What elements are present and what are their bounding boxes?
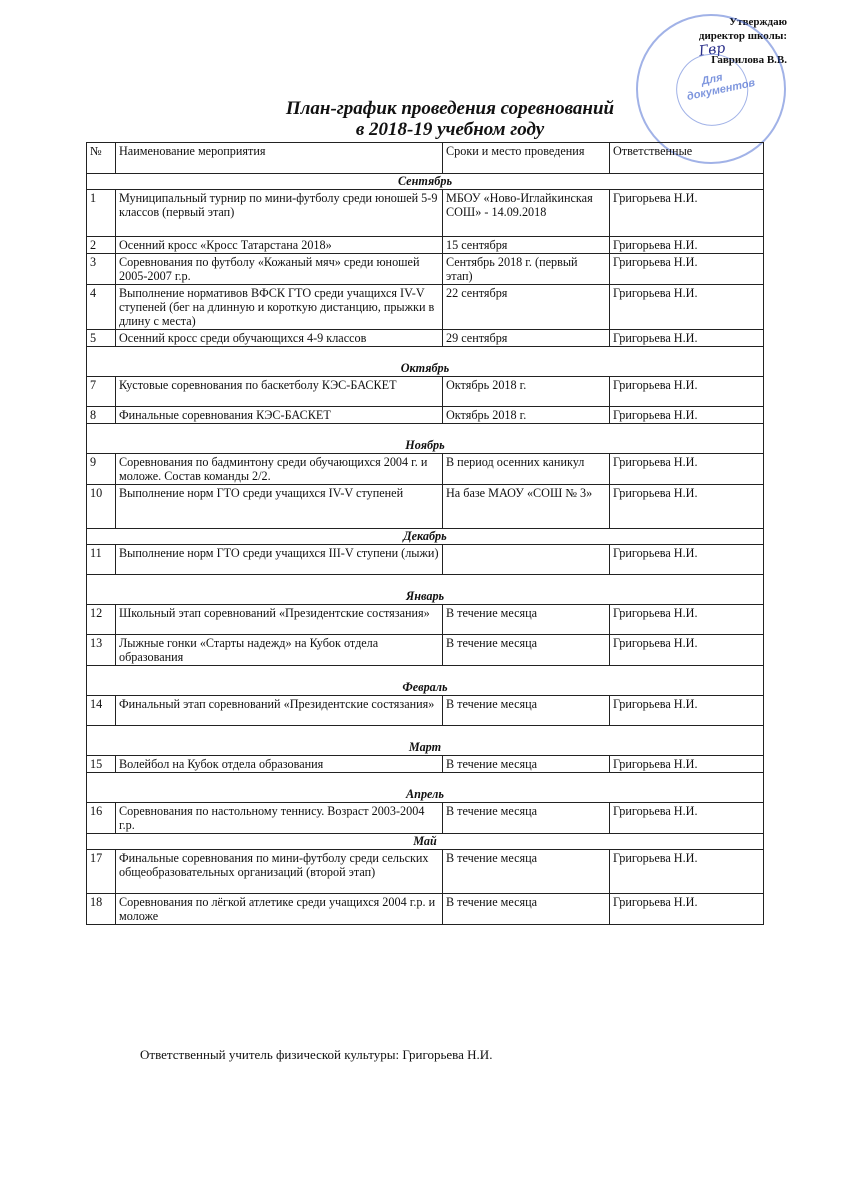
- table-row: [87, 545, 764, 575]
- month-label: Январь: [87, 575, 764, 605]
- row-number: 16: [87, 803, 116, 834]
- month-label: Сентябрь: [87, 174, 764, 190]
- row-number: 9: [87, 454, 116, 485]
- title-line-2: в 2018-19 учебном году: [355, 119, 545, 140]
- month-section-row: [87, 666, 764, 696]
- footer-note: Ответственный учитель физической культуры: Григорьева Н.И.: [140, 1047, 493, 1062]
- event-date-place: В течение месяца: [443, 605, 610, 635]
- event-name: Осенний кросс «Кросс Татарстана 2018»: [116, 237, 443, 254]
- table-row: [87, 330, 764, 347]
- row-number: 17: [87, 850, 116, 894]
- month-label: Апрель: [87, 773, 764, 803]
- month-section-row: [87, 726, 764, 756]
- event-responsible: Григорьева Н.И.: [610, 377, 764, 407]
- month-section-row: [87, 347, 764, 377]
- header-num: №: [87, 143, 116, 174]
- table-row: [87, 894, 764, 925]
- event-name: Финальные соревнования КЭС-БАСКЕТ: [116, 407, 443, 424]
- month-label: Март: [87, 726, 764, 756]
- row-number: 10: [87, 485, 116, 529]
- event-date-place: 15 сентября: [443, 237, 610, 254]
- approval-name: Гаврилова В.В.: [711, 53, 787, 66]
- row-number: 3: [87, 254, 116, 285]
- month-section-row: [87, 773, 764, 803]
- event-date-place: В течение месяца: [443, 803, 610, 834]
- event-date-place: МБОУ «Ново-Иглайкинская СОШ» - 14.09.2018: [443, 190, 610, 237]
- event-name: Школьный этап соревнований «Президентские состязания»: [116, 605, 443, 635]
- event-responsible: Григорьева Н.И.: [610, 756, 764, 773]
- month-label: Май: [87, 834, 764, 850]
- table-row: [87, 756, 764, 773]
- row-number: 7: [87, 377, 116, 407]
- event-responsible: Григорьева Н.И.: [610, 545, 764, 575]
- event-date-place: В течение месяца: [443, 696, 610, 726]
- event-name: Соревнования по бадминтону среди обучающихся 2004 г. и моложе. Состав команды 2/2.: [116, 454, 443, 485]
- table-row: [87, 377, 764, 407]
- month-label: Ноябрь: [87, 424, 764, 454]
- month-section-row: [87, 529, 764, 545]
- event-date-place: [443, 545, 610, 575]
- event-name: Выполнение норм ГТО среди учащихся IV-V ступеней: [116, 485, 443, 529]
- event-date-place: 22 сентября: [443, 285, 610, 330]
- event-name: Финальный этап соревнований «Президентские состязания»: [116, 696, 443, 726]
- event-name: Выполнение нормативов ВФСК ГТО среди учащихся IV-V ступеней (бег на длинную и короткую дистанцию, прыжки в длину с места): [116, 285, 443, 330]
- table-header-row: [87, 143, 764, 174]
- event-name: Соревнования по футболу «Кожаный мяч» среди юношей 2005-2007 г.р.: [116, 254, 443, 285]
- page-title: [250, 98, 650, 140]
- event-name: Осенний кросс среди обучающихся 4-9 классов: [116, 330, 443, 347]
- table-row: [87, 190, 764, 237]
- event-responsible: Григорьева Н.И.: [610, 330, 764, 347]
- event-date-place: Октябрь 2018 г.: [443, 407, 610, 424]
- row-number: 8: [87, 407, 116, 424]
- event-date-place: Октябрь 2018 г.: [443, 377, 610, 407]
- row-number: 2: [87, 237, 116, 254]
- title-line-1: План-график проведения соревнований: [285, 98, 615, 119]
- month-section-row: [87, 575, 764, 605]
- table-row: [87, 454, 764, 485]
- header-responsible: Ответственные: [610, 143, 764, 174]
- event-responsible: Григорьева Н.И.: [610, 696, 764, 726]
- month-label: Февраль: [87, 666, 764, 696]
- header-when: Сроки и место проведения: [443, 143, 610, 174]
- row-number: 4: [87, 285, 116, 330]
- month-label: Октябрь: [87, 347, 764, 377]
- table-row: [87, 803, 764, 834]
- event-responsible: Григорьева Н.И.: [610, 485, 764, 529]
- event-name: Лыжные гонки «Старты надежд» на Кубок отдела образования: [116, 635, 443, 666]
- event-responsible: Григорьева Н.И.: [610, 254, 764, 285]
- event-responsible: Григорьева Н.И.: [610, 894, 764, 925]
- row-number: 14: [87, 696, 116, 726]
- table-row: [87, 696, 764, 726]
- table-row: [87, 407, 764, 424]
- event-name: Муниципальный турнир по мини-футболу среди юношей 5-9 классов (первый этап): [116, 190, 443, 237]
- event-date-place: В течение месяца: [443, 850, 610, 894]
- event-name: Финальные соревнования по мини-футболу среди сельских общеобразовательных организаций (второй этап): [116, 850, 443, 894]
- row-number: 11: [87, 545, 116, 575]
- month-section-row: [87, 174, 764, 190]
- event-name: Соревнования по настольному теннису. Возраст 2003-2004 г.р.: [116, 803, 443, 834]
- row-number: 18: [87, 894, 116, 925]
- stamp-text: Для документов: [685, 71, 757, 104]
- schedule-table: [86, 142, 764, 925]
- month-label: Декабрь: [87, 529, 764, 545]
- event-name: Выполнение норм ГТО среди учащихся III-V ступени (лыжи): [116, 545, 443, 575]
- table-row: [87, 635, 764, 666]
- row-number: 12: [87, 605, 116, 635]
- event-date-place: В течение месяца: [443, 894, 610, 925]
- event-responsible: Григорьева Н.И.: [610, 454, 764, 485]
- row-number: 15: [87, 756, 116, 773]
- signature: Гвр: [697, 39, 727, 60]
- event-name: Кустовые соревнования по баскетболу КЭС-БАСКЕТ: [116, 377, 443, 407]
- row-number: 5: [87, 330, 116, 347]
- table-row: [87, 254, 764, 285]
- event-date-place: В течение месяца: [443, 635, 610, 666]
- event-date-place: На базе МАОУ «СОШ № 3»: [443, 485, 610, 529]
- table-row: [87, 850, 764, 894]
- table-row: [87, 485, 764, 529]
- event-date-place: 29 сентября: [443, 330, 610, 347]
- event-date-place: В период осенних каникул: [443, 454, 610, 485]
- row-number: 13: [87, 635, 116, 666]
- event-name: Волейбол на Кубок отдела образования: [116, 756, 443, 773]
- month-section-row: [87, 834, 764, 850]
- approval-position: директор школы:: [698, 29, 787, 42]
- approval-heading: Утверждаю: [729, 16, 787, 28]
- table-row: [87, 285, 764, 330]
- table-row: [87, 605, 764, 635]
- event-date-place: В течение месяца: [443, 756, 610, 773]
- event-responsible: Григорьева Н.И.: [610, 237, 764, 254]
- event-responsible: Григорьева Н.И.: [610, 605, 764, 635]
- event-responsible: Григорьева Н.И.: [610, 190, 764, 237]
- month-section-row: [87, 424, 764, 454]
- header-name: Наименование мероприятия: [116, 143, 443, 174]
- event-name: Соревнования по лёгкой атлетике среди учащихся 2004 г.р. и моложе: [116, 894, 443, 925]
- event-responsible: Григорьева Н.И.: [610, 285, 764, 330]
- event-responsible: Григорьева Н.И.: [610, 803, 764, 834]
- event-responsible: Григорьева Н.И.: [610, 407, 764, 424]
- event-responsible: Григорьева Н.И.: [610, 850, 764, 894]
- event-responsible: Григорьева Н.И.: [610, 635, 764, 666]
- table-row: [87, 237, 764, 254]
- event-date-place: Сентябрь 2018 г. (первый этап): [443, 254, 610, 285]
- row-number: 1: [87, 190, 116, 237]
